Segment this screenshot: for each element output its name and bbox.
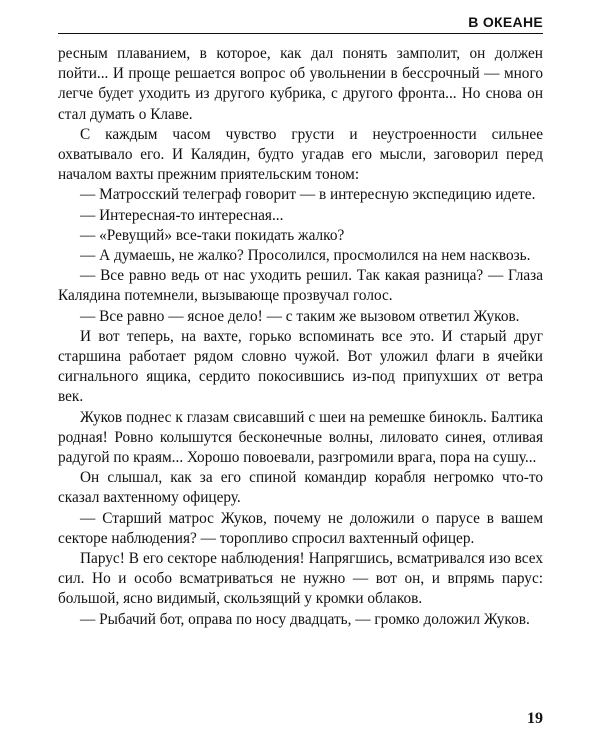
- paragraph: С каждым часом чувство грусти и неустроенности сильнее охватывало его. И Калядин, будто угадав его мысли, заговорил перед началом вахты прежним приятельским тоном:: [58, 125, 543, 184]
- paragraph: — Рыбачий бот, оправа по носу двадцать, — громко доложил Жуков.: [80, 610, 530, 628]
- page-number: 19: [527, 710, 543, 727]
- body-text: [58, 44, 543, 630]
- paragraph: — Интересная-то интересная...: [80, 206, 284, 224]
- paragraph: — Старший матрос Жуков, почему не доложили о парусе в вашем секторе наблюдения? — торопливо спросил вахтенный офицер.: [58, 509, 543, 547]
- paragraph: Парус! В его секторе наблюдения! Напрягшись, всматривался изо всех сил. Но и особо всматриваться не нужно — вот он, и впрямь парус: большой, ясно видимый, скользящий у кромки облаков.: [58, 550, 543, 608]
- paragraph: Жуков поднес к глазам свисавший с шеи на ремешке бинокль. Балтика родная! Ровно колышутся бесконечные волны, лиловато синея, отливая радугой по краям... Хорошо повоевали, разгромили врага, пора на сушу...: [58, 408, 543, 467]
- paragraph: — «Ревущий» все-таки покидать жалко?: [80, 226, 345, 244]
- header-rule: [58, 33, 543, 34]
- paragraph: — Все равно ведь от нас уходить решил. Так какая разница? — Глаза Калядина потемнели, вызывающе прозвучал голос.: [58, 267, 543, 305]
- running-header-title: В ОКЕАНЕ: [468, 14, 543, 30]
- paragraph: — Матросский телеграф говорит — в интересную экспедицию идете.: [80, 186, 536, 204]
- paragraph: ресным плаванием, в которое, как дал понять замполит, он должен пойти... И проще решается вопрос об увольнении в бессрочный — много легче будет уходить из другого кубрика, с другого фронта... Но снова он стал думать о Клаве.: [58, 45, 543, 123]
- paragraph: — Все равно — ясное дело! — с таким же вызовом ответил Жуков.: [80, 307, 520, 325]
- paragraph: Он слышал, как за его спиной командир корабля негромко что-то сказал вахтенному офицеру.: [58, 469, 543, 507]
- paragraph: — А думаешь, не жалко? Просолился, просмолился на нем насквозь.: [80, 247, 531, 265]
- paragraph: И вот теперь, на вахте, горько вспоминать все это. И старый друг старшина работает рядом словно чужой. Вот уложил флаги в ячейки сигнального ящика, сердито покосившись из-под припухших от ветра век.: [58, 327, 543, 406]
